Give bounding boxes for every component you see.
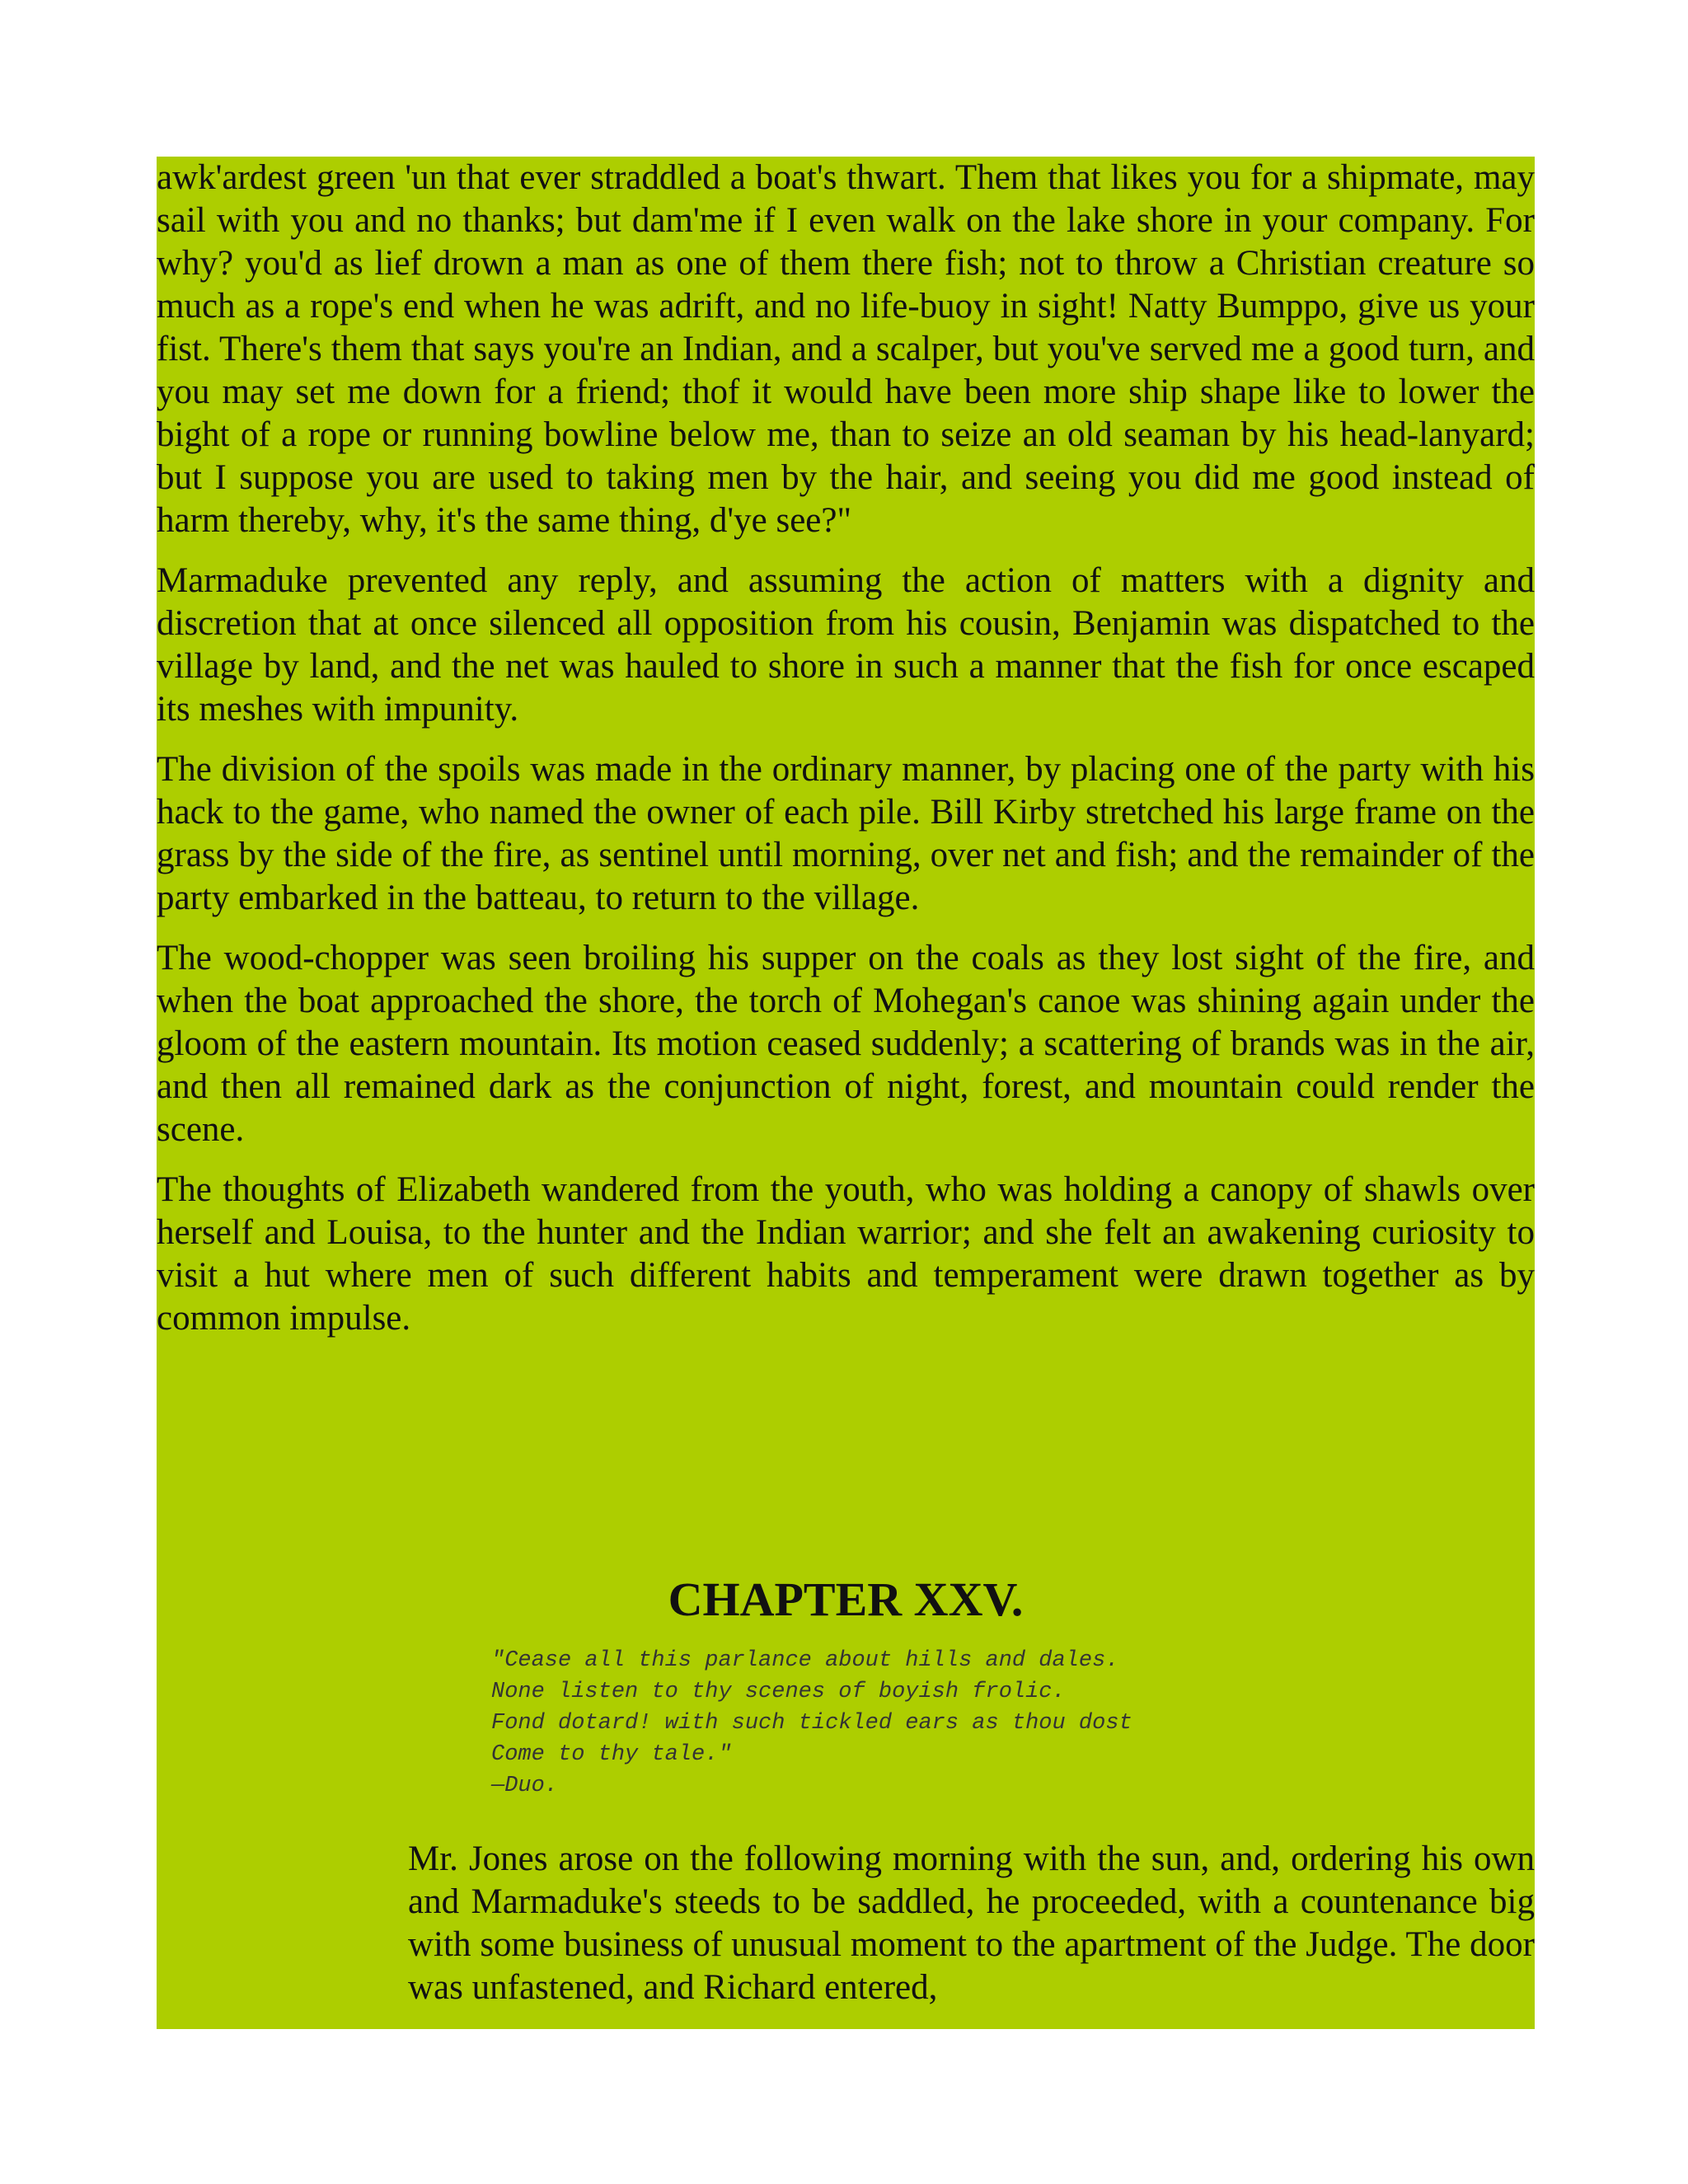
epigraph-line: Fond dotard! with such tickled ears as thou dost: [491, 1711, 1132, 1736]
paragraph: Mr. Jones arose on the following morning with the sun, and, ordering his own and Marmaduke's steeds to be saddled, he proceeded, with a countenance big with some business of unusual moment to the apartment of the Judge. The door was unfastened, and Richard entered,: [408, 1840, 1535, 2007]
paragraph: Marmaduke prevented any reply, and assuming the action of matters with a dignity and discretion that at once silenced all opposition from his cousin, Benjamin was dispatched to the village by land, and the net was hauled to shore in such a manner that the fish for once escaped its meshes with impunity.: [157, 561, 1535, 729]
highlighted-text-block: [157, 157, 1535, 2029]
epigraph-line: "Cease all this parlance about hills and dales.: [491, 1648, 1119, 1673]
chapter-end-text: [157, 157, 1535, 1357]
chapter-opening: [408, 1838, 1535, 2027]
chapter-heading: CHAPTER XXV.: [668, 1572, 1024, 1626]
paragraph: The wood-chopper was seen broiling his supper on the coals as they lost sight of the fire, and when the boat approached the shore, the torch of Mohegan's canoe was shining again under the gloom of the eastern mountain. Its motion ceased suddenly; a scattering of brands was in the air, and then all remained dark as the conjunction of night, forest, and mountain could render the scene.: [157, 939, 1535, 1149]
epigraph-line: Come to thy tale.": [491, 1742, 732, 1767]
epigraph-line: None listen to thy scenes of boyish frolic.: [491, 1680, 1066, 1704]
paragraph: The thoughts of Elizabeth wandered from the youth, who was holding a canopy of shawls over herself and Louisa, to the hunter and the Indian warrior; and she felt an awakening curiosity to visit a hut where men of such different habits and temperament were drawn together as by common impulse.: [157, 1170, 1535, 1338]
epigraph-attribution: —Duo.: [491, 1774, 559, 1798]
paragraph: The division of the spoils was made in the ordinary manner, by placing one of the party with his hack to the game, who named the owner of each pile. Bill Kirby stretched his large frame on the grass by the side of the fire, as sentinel until morning, over net and fish; and the remainder of the party embarked in the batteau, to return to the village.: [157, 750, 1535, 917]
epigraph: [491, 1645, 1315, 1802]
paragraph: awk'ardest green 'un that ever straddled a boat's thwart. Them that likes you for a shipmate, may sail with you and no thanks; but dam'me if I even walk on the lake shore in your company. For why? you'd as lief drown a man as one of them there fish; not to throw a Christian creature so much as a rope's end when he was adrift, and no life-buoy in sight! Natty Bumppo, give us your fist. There's them that says you're an Indian, and a scalper, but you've served me a good turn, and you may set me down for a friend; thof it would have been more ship shape like to lower the bight of a rope or running bowline below me, than to seize an old seaman by his head-lanyard; but I suppose you are used to taking men by the hair, and seeing you did me good instead of harm thereby, why, it's the same thing, d'ye see?": [157, 158, 1535, 540]
